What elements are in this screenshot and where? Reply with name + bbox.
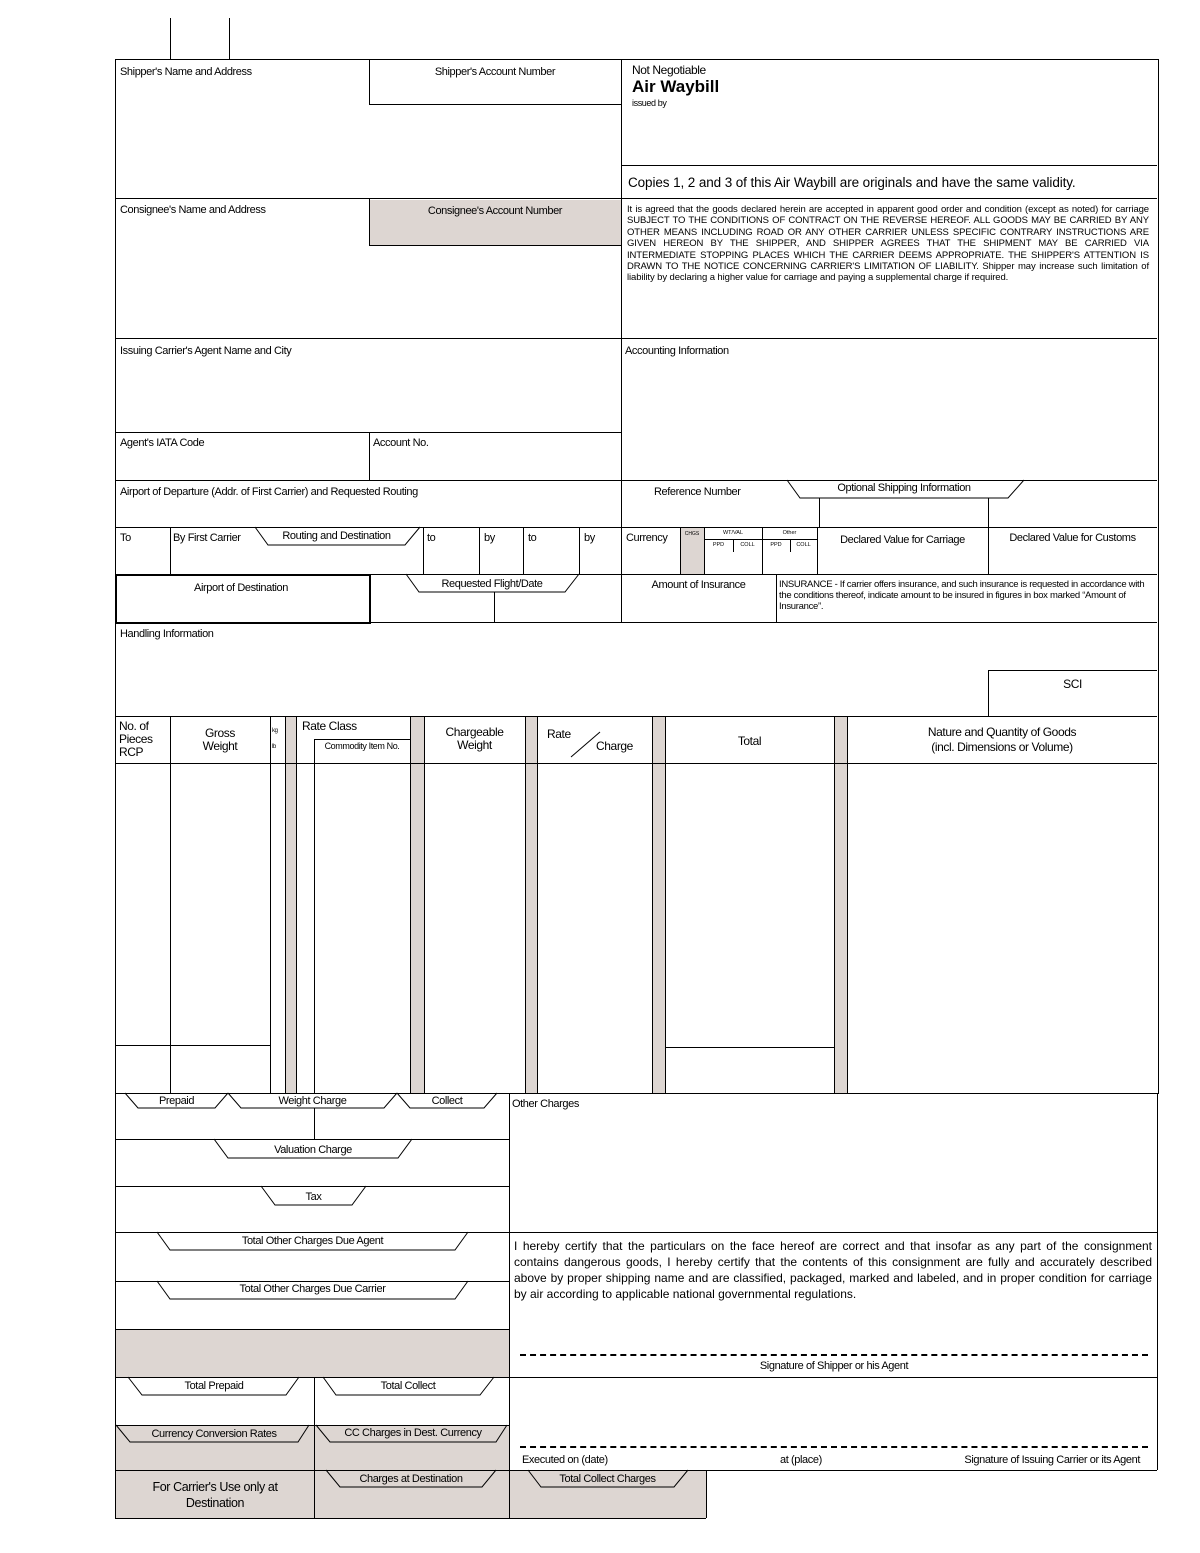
charges-at-destination-label: Charges at Destination [359,1473,463,1485]
total-collect-charges-label: Total Collect Charges [559,1473,656,1485]
at-place-label: at (place) [780,1454,822,1466]
tax-label: Tax [305,1191,322,1203]
currency-label: Currency [626,532,668,544]
total-header: Total [737,734,762,748]
coll-2-label: COLL [796,542,811,548]
issued-by: issued by [632,98,667,108]
conversion-rates-label: Currency Conversion Rates [151,1428,277,1440]
total-collect-label: Total Collect [380,1380,436,1392]
departure-routing-label: Airport of Departure (Addr. of First Carrier) and Requested Routing [120,486,418,498]
declared-customs-label: Declared Value for Customs [1009,532,1136,544]
not-negotiable: Not Negotiable [632,63,706,77]
cc-charges-label: CC Charges in Dest. Currency [344,1427,482,1439]
gross-weight-header: Gross Weight [202,726,238,753]
ppd-label: PPD [712,542,725,548]
total-prepaid-label: Total Prepaid [184,1380,244,1392]
conditions-of-contract: It is agreed that the goods declared herein are accepted in apparent good order and condition (except as noted) for carriage SUBJECT TO THE CONDITIONS OF CONTRACT ON THE REVERSE HEREOF. ALL GOODS MAY BE CARRIED BY ANY OTHER MEANS INCLUDING ROAD OR ANY OTHER CARRIER UNLESS SPECIFIC CONTRARY INSTRUCTIONS ARE GIVEN HEREON BY THE SHIPPER, AND SHIPPER AGREES THAT THE SHIPMENT MAY BE CARRIED VIA INTERMEDIATE STOPPING PLACES WHICH THE CARRIER DEEMS APPROPRIATE. THE SHIPPER'S ATTENTION IS DRAWN TO THE NOTICE CONCERNING CARRIER'S LIMITATION OF LIABILITY. Shipper may increase such limitation of liability by declaring a higher value for carriage and paying a supplemental charge if required. [627,204,1149,284]
shipper-signature-line[interactable] [520,1354,1148,1356]
collect-label: Collect [431,1095,463,1107]
rate-class-header: Rate Class [302,719,357,733]
accounting-info-label: Accounting Information [625,345,729,357]
kg-label: kg [272,728,278,734]
handling-info-label: Handling Information [120,628,214,640]
nature-goods-subheader: (incl. Dimensions or Volume) [931,740,1073,754]
by-2-label: by [484,532,495,544]
due-carrier-label: Total Other Charges Due Carrier [239,1283,386,1295]
shipper-account-label: Shipper's Account Number [434,66,556,78]
chargeable-weight-header: Chargeable Weight [445,725,504,752]
prepaid-label: Prepaid [158,1095,195,1107]
executed-on-label: Executed on (date) [522,1454,608,1466]
insurance-text: INSURANCE - If carrier offers insurance, and such insurance is requested in accordance with the conditions thereof, indicate amount to be insured in figures in box marked “Amount of Insurance”. [779,579,1145,612]
rate-header: Rate [547,727,571,741]
routing-destination-label: Routing and Destination [282,530,391,542]
charge-header: Charge [596,739,633,753]
copies-note: Copies 1, 2 and 3 of this Air Waybill are originals and have the same validity. [628,175,1076,190]
other-label: Other [782,530,797,536]
agent-iata-label: Agent's IATA Code [120,437,205,449]
by-3-label: by [584,532,595,544]
valuation-charge-label: Valuation Charge [274,1144,352,1156]
weight-charge-label: Weight Charge [278,1095,347,1107]
shipper-name-label: Shipper's Name and Address [120,66,252,78]
declared-carriage-label: Declared Value for Carriage [840,534,965,546]
agent-account-label: Account No. [373,437,429,449]
chgs-code-label: CHGS [684,531,700,537]
insurance-amount-label: Amount of Insurance [651,579,746,591]
consignee-name-label: Consignee's Name and Address [120,204,266,216]
airport-destination-label: Airport of Destination [194,582,288,594]
certification-text: I hereby certify that the particulars on the face hereof are correct and that insofar as any part of the consignment contains dangerous goods, I hereby certify that the contents of this consignment are fully and accurately described above by proper shipping name and are classified, packaged, marked and labeled, and in proper condition for carriage by air according to applicable national governmental regulations. [514,1239,1152,1301]
sci-label: SCI [1063,677,1082,691]
lb-label: lb [272,744,276,750]
carrier-use-label: For Carrier's Use only at Destination [152,1480,278,1510]
coll-label: COLL [740,542,755,548]
wt-val-label: WT/VAL [722,530,744,536]
to-2-label: to [427,532,436,544]
pieces-header: No. of Pieces RCP [119,719,153,759]
to-label: To [120,532,131,544]
page-title: Air Waybill [632,77,720,96]
optional-shipping-label: Optional Shipping Information [837,482,971,494]
nature-goods-header: Nature and Quantity of Goods [927,725,1077,739]
carrier-signature-line[interactable] [520,1446,1148,1448]
shipper-signature-label: Signature of Shipper or his Agent [759,1360,909,1372]
flight-date-label: Requested Flight/Date [441,578,543,590]
other-charges-label: Other Charges [512,1098,579,1110]
reference-number-label: Reference Number [654,486,741,498]
carrier-signature-label: Signature of Issuing Carrier or its Agent [964,1454,1140,1466]
ppd-2-label: PPD [770,542,782,548]
consignee-account-label: Consignee's Account Number [427,205,563,217]
to-3-label: to [528,532,537,544]
agent-name-city-label: Issuing Carrier's Agent Name and City [120,345,292,357]
due-agent-label: Total Other Charges Due Agent [241,1235,384,1247]
first-carrier-label: By First Carrier [173,532,241,544]
commodity-header: Commodity Item No. [324,741,400,751]
